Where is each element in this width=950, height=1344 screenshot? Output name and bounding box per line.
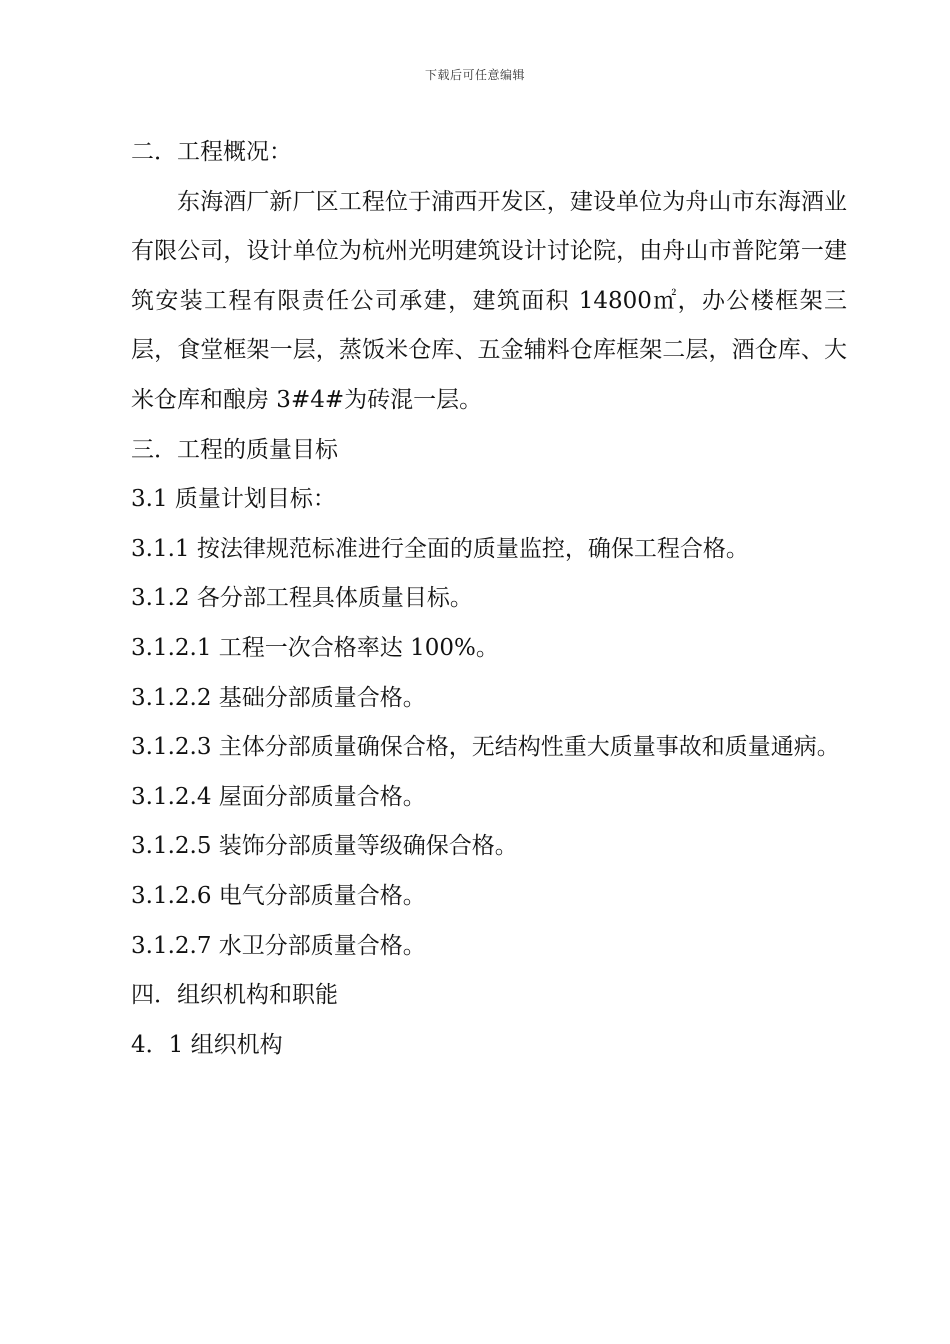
section-4-heading: 四．组织机构和职能 [131, 982, 338, 1009]
item-3-1-2-3: 3.1.2.3 主体分部质量确保合格，无结构性重大质量事故和质量通病。 [131, 734, 840, 761]
item-3-1-2: 3.1.2 各分部工程具体质量目标。 [131, 585, 473, 612]
item-3-1-1: 3.1.1 按法律规范标准进行全面的质量监控，确保工程合格。 [131, 535, 749, 562]
item-3-1-2-1: 3.1.2.1 工程一次合格率达 100%。 [131, 634, 499, 661]
section-2-heading: 二．工程概况： [131, 139, 292, 165]
item-3-1-2-2: 3.1.2.2 基础分部质量合格。 [131, 684, 426, 711]
item-3-1-2-4: 3.1.2.4 屋面分部质量合格。 [131, 783, 426, 810]
item-3-1-2-6: 3.1.2.6 电气分部质量合格。 [131, 882, 426, 909]
page-header-note: 下载后可任意编辑 [424, 68, 525, 82]
item-3-1-2-5: 3.1.2.5 装饰分部质量等级确保合格。 [131, 833, 518, 860]
section-3-heading: 三．工程的质量目标 [131, 436, 338, 463]
item-4-1: 4．1 组织机构 [131, 1031, 283, 1058]
section-2-paragraph: 东海酒厂新厂区工程位于浦西开发区，建设单位为舟山市东海酒业有限公司，设计单位为杭州光明建筑设计讨论院，由舟山市普陀第一建筑安装工程有限责任公司承建，建筑面积 14800㎡，办公楼框架三层，食堂框架一层，蒸饭米仓库、五金辅料仓库框架二层，酒仓库、大米仓库和酿房 3#4#为砖混一层。 [131, 188, 847, 413]
item-3-1-2-7: 3.1.2.7 水卫分部质量合格。 [131, 932, 426, 959]
item-3-1: 3.1 质量计划目标： [131, 486, 336, 513]
document-body [131, 128, 847, 1070]
